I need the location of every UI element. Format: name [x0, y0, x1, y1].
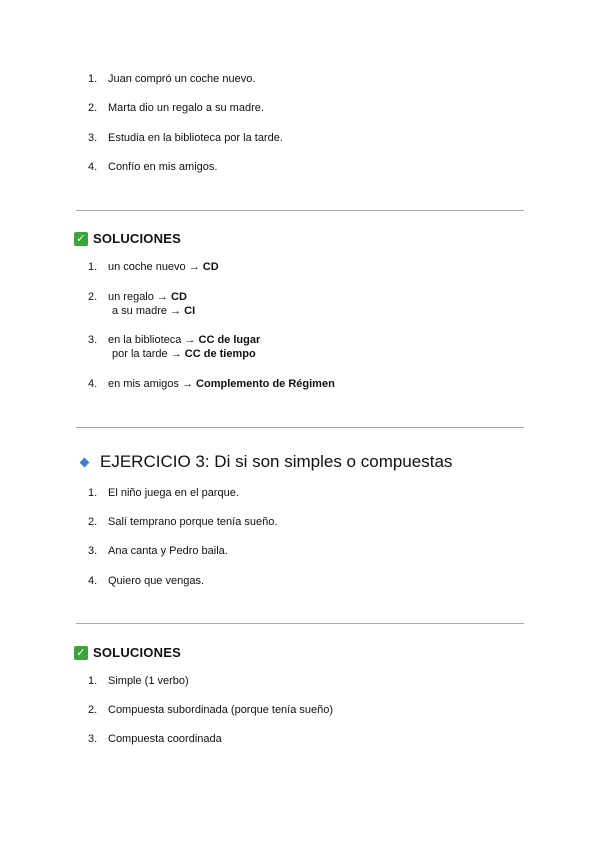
exercise-3-title: EJERCICIO 3: Di si son simples o compuestas — [100, 452, 453, 471]
item-line — [108, 304, 195, 318]
list-item — [88, 160, 217, 174]
list-item — [88, 101, 264, 115]
item-line — [108, 290, 195, 304]
arrow-icon: → — [184, 334, 196, 346]
item-number: 3. — [88, 132, 98, 144]
check-mark-icon: ✓ — [74, 232, 88, 246]
item-line — [108, 333, 260, 347]
item-text — [108, 260, 219, 274]
list-item — [88, 515, 277, 529]
list-item — [88, 377, 335, 391]
phrase: en la biblioteca — [108, 334, 182, 346]
phrase: un coche nuevo — [108, 261, 186, 273]
item-number: 3. — [88, 334, 98, 346]
item-text: Juan compró un coche nuevo. — [108, 73, 256, 85]
item-text: Ana canta y Pedro baila. — [108, 545, 228, 557]
item-text — [108, 333, 260, 361]
list-item — [88, 674, 189, 688]
arrow-icon: → — [170, 305, 182, 317]
phrase: a su madre — [112, 305, 168, 317]
item-number: 1. — [88, 261, 98, 273]
item-number: 1. — [88, 675, 98, 687]
item-text — [108, 290, 195, 318]
horizontal-divider — [76, 210, 524, 211]
item-number: 3. — [88, 545, 98, 557]
list-item — [88, 574, 204, 588]
list-item — [88, 260, 219, 274]
list-item — [88, 72, 255, 86]
item-text: Marta dio un regalo a su madre. — [108, 102, 264, 114]
item-text: Simple (1 verbo) — [108, 675, 189, 687]
list-item — [88, 333, 260, 361]
solutions-heading — [74, 231, 181, 246]
function-tag: CD — [171, 291, 187, 303]
item-number: 2. — [88, 102, 98, 114]
item-text: Compuesta coordinada — [108, 733, 222, 745]
solutions-heading-text: SOLUCIONES — [93, 645, 181, 660]
list-item — [88, 544, 228, 558]
phrase: en mis amigos — [108, 378, 179, 390]
item-number: 2. — [88, 291, 98, 303]
list-item — [88, 486, 239, 500]
phrase: un regalo — [108, 291, 154, 303]
blue-diamond-icon — [80, 457, 90, 467]
function-tag: CC de lugar — [198, 334, 261, 346]
arrow-icon: → — [156, 291, 168, 303]
solutions-heading-text: SOLUCIONES — [93, 231, 181, 246]
item-number: 3. — [88, 733, 98, 745]
function-tag: CC de tiempo — [184, 348, 256, 360]
check-mark-icon: ✓ — [74, 646, 88, 660]
item-text: Estudia en la biblioteca por la tarde. — [108, 132, 283, 144]
item-text: Salí temprano porque tenía sueño. — [108, 516, 278, 528]
exercise-3-heading — [80, 452, 452, 472]
arrow-icon: → — [170, 348, 182, 360]
item-number: 1. — [88, 487, 98, 499]
list-item — [88, 290, 195, 318]
list-item — [88, 131, 283, 145]
item-text — [108, 377, 335, 391]
function-tag: CI — [184, 305, 196, 317]
list-item — [88, 703, 333, 717]
list-item — [88, 732, 222, 746]
item-number: 1. — [88, 73, 98, 85]
item-text: Confío en mis amigos. — [108, 161, 218, 173]
function-tag: CD — [202, 261, 219, 273]
horizontal-divider — [76, 623, 524, 624]
item-number: 4. — [88, 161, 98, 173]
item-number: 2. — [88, 516, 98, 528]
item-text: El niño juega en el parque. — [108, 487, 239, 499]
item-line — [108, 347, 260, 361]
function-tag: Complemento de Régimen — [196, 378, 335, 390]
item-text: Compuesta subordinada (porque tenía sueño) — [108, 704, 334, 716]
arrow-icon: → — [188, 261, 200, 273]
horizontal-divider — [76, 427, 524, 428]
arrow-icon: → — [181, 378, 193, 390]
phrase: por la tarde — [112, 348, 168, 360]
item-number: 4. — [88, 378, 98, 390]
item-text: Quiero que vengas. — [108, 575, 205, 587]
item-number: 2. — [88, 704, 98, 716]
item-number: 4. — [88, 575, 98, 587]
solutions-heading — [74, 645, 181, 660]
